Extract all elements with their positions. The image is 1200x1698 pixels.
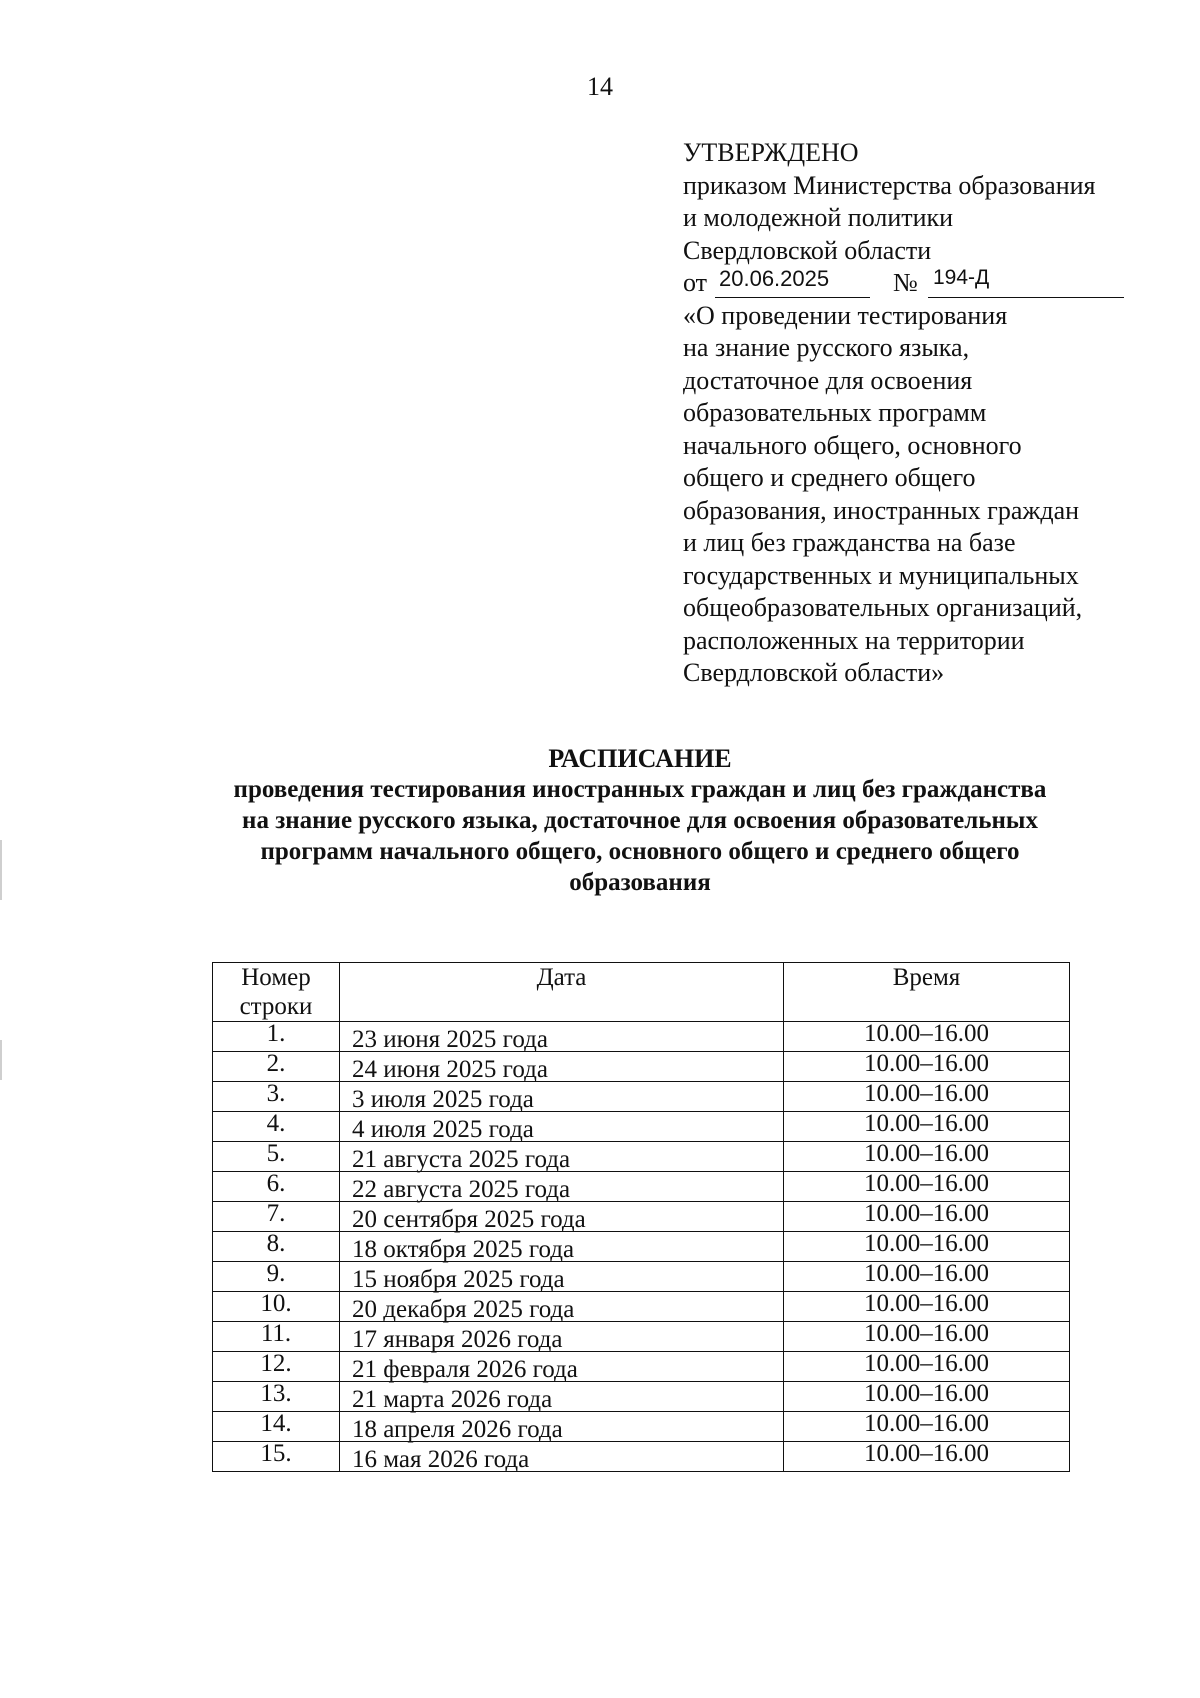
- row-time-cell: [784, 1022, 1070, 1052]
- scan-edge-mark: [0, 840, 2, 900]
- order-date: 20.06.2025: [719, 266, 830, 291]
- order-title-line: образования, иностранных граждан: [683, 495, 1080, 525]
- row-time-cell: [784, 1412, 1070, 1442]
- table-row: [213, 1142, 1070, 1172]
- row-number-cell-text: 7.: [266, 1200, 286, 1227]
- order-title-line: «О проведении тестирования: [683, 300, 1008, 330]
- row-number-cell-text: 15.: [260, 1440, 292, 1467]
- row-date-cell-text: 17 января 2026 года: [352, 1326, 563, 1353]
- schedule-subtitle-line: на знание русского языка, достаточное для освоения образовательных: [242, 807, 1038, 834]
- row-time-cell-text: 10.00–16.00: [864, 1350, 989, 1377]
- row-date-cell-text: 21 февраля 2026 года: [352, 1356, 578, 1383]
- order-title-line: Свердловской области»: [683, 658, 945, 687]
- column-header-date: Дата: [340, 963, 784, 1022]
- row-number-cell-text: 8.: [266, 1230, 286, 1257]
- table-row: [213, 1262, 1070, 1292]
- row-time-cell: [784, 1142, 1070, 1172]
- row-number-cell: [213, 1112, 340, 1142]
- row-number-cell: [213, 1052, 340, 1082]
- order-title-line: начального общего, основного: [683, 430, 1022, 460]
- order-title-line: на знание русского языка,: [683, 333, 970, 362]
- approval-line: приказом Министерства образования: [683, 170, 1096, 200]
- row-date-cell: [340, 1022, 784, 1052]
- row-date-cell-text: 15 ноября 2025 года: [352, 1266, 565, 1293]
- table-row: [213, 1412, 1070, 1442]
- row-date-cell-text: 24 июня 2025 года: [352, 1056, 548, 1083]
- row-time-cell: [784, 1352, 1070, 1382]
- row-number-cell: [213, 1442, 340, 1472]
- schedule-heading: [150, 743, 1130, 898]
- row-date-cell-text: 21 августа 2025 года: [352, 1146, 571, 1173]
- order-title-line: расположенных на территории: [683, 625, 1025, 655]
- table-row: [213, 1322, 1070, 1352]
- order-title-line: общего и среднего общего: [683, 463, 976, 492]
- row-time-cell-text: 10.00–16.00: [864, 1200, 989, 1227]
- row-number-cell: [213, 1292, 340, 1322]
- table-row: [213, 1232, 1070, 1262]
- ot-label: от: [683, 268, 708, 297]
- row-number-cell: [213, 1382, 340, 1412]
- row-date-cell-text: 4 июля 2025 года: [352, 1116, 534, 1143]
- row-time-cell: [784, 1322, 1070, 1352]
- table-row: [213, 1052, 1070, 1082]
- row-date-cell-text: 20 декабря 2025 года: [352, 1296, 575, 1323]
- row-number-cell-text: 5.: [266, 1140, 286, 1167]
- row-date-cell-text: 18 апреля 2026 года: [352, 1416, 563, 1443]
- order-title-line: и лиц без гражданства на базе: [683, 528, 1016, 557]
- row-number-cell-text: 3.: [266, 1080, 286, 1107]
- row-time-cell-text: 10.00–16.00: [864, 1260, 989, 1287]
- row-number-cell: [213, 1202, 340, 1232]
- table-row: [213, 1352, 1070, 1382]
- row-time-cell-text: 10.00–16.00: [864, 1110, 989, 1137]
- row-number-cell-text: 11.: [260, 1320, 292, 1347]
- row-date-cell: [340, 1382, 784, 1412]
- row-date-cell: [340, 1442, 784, 1472]
- row-date-cell: [340, 1262, 784, 1292]
- table-header-row: [213, 963, 1070, 1022]
- row-number-cell: [213, 1232, 340, 1262]
- order-title-line: образовательных программ: [683, 398, 987, 427]
- row-time-cell: [784, 1112, 1070, 1142]
- schedule-subtitle-line: программ начального общего, основного общего и среднего общего: [260, 838, 1020, 865]
- table-row: [213, 1202, 1070, 1232]
- schedule-subtitle-line: образования: [569, 869, 711, 896]
- column-header-number: Номер строки: [213, 963, 340, 1022]
- row-time-cell: [784, 1082, 1070, 1112]
- approval-line: и молодежной политики: [683, 203, 954, 232]
- row-number-cell: [213, 1082, 340, 1112]
- row-time-cell: [784, 1202, 1070, 1232]
- row-number-cell: [213, 1322, 340, 1352]
- order-title-line: общеобразовательных организаций,: [683, 593, 1083, 622]
- row-date-cell-text: 20 сентября 2025 года: [352, 1206, 586, 1233]
- row-date-cell: [340, 1412, 784, 1442]
- row-time-cell-text: 10.00–16.00: [864, 1020, 989, 1047]
- table-row: [213, 1292, 1070, 1322]
- row-time-cell: [784, 1052, 1070, 1082]
- table-row: [213, 1172, 1070, 1202]
- row-time-cell-text: 10.00–16.00: [864, 1410, 989, 1437]
- order-title-line: государственных и муниципальных: [683, 560, 1079, 590]
- approval-stamp: УТВЕРЖДЕНО: [683, 138, 859, 167]
- row-date-cell: [340, 1292, 784, 1322]
- schedule-table: [212, 962, 1070, 1472]
- row-time-cell: [784, 1232, 1070, 1262]
- row-date-cell: [340, 1052, 784, 1082]
- row-time-cell: [784, 1172, 1070, 1202]
- row-date-cell: [340, 1352, 784, 1382]
- row-date-cell-text: 18 октября 2025 года: [352, 1236, 575, 1263]
- column-header-time: Время: [784, 963, 1070, 1022]
- row-number-cell-text: 12.: [260, 1350, 292, 1377]
- row-number-cell: [213, 1172, 340, 1202]
- schedule-table-body: [213, 1022, 1070, 1472]
- page-number: 14: [587, 72, 613, 101]
- row-time-cell: [784, 1262, 1070, 1292]
- row-date-cell: [340, 1112, 784, 1142]
- row-time-cell-text: 10.00–16.00: [864, 1050, 989, 1077]
- approval-block: [683, 137, 1143, 690]
- approval-line: Свердловской области: [683, 235, 932, 265]
- row-number-cell: [213, 1022, 340, 1052]
- number-sign: №: [893, 268, 918, 297]
- row-date-cell-text: 16 мая 2026 года: [352, 1446, 530, 1473]
- row-date-cell: [340, 1142, 784, 1172]
- row-number-cell-text: 14.: [260, 1410, 292, 1437]
- row-time-cell-text: 10.00–16.00: [864, 1290, 989, 1317]
- row-number-cell: [213, 1262, 340, 1292]
- row-time-cell-text: 10.00–16.00: [864, 1170, 989, 1197]
- row-date-cell-text: 3 июля 2025 года: [352, 1086, 534, 1113]
- row-time-cell-text: 10.00–16.00: [864, 1320, 989, 1347]
- order-title-line: достаточное для освоения: [683, 365, 973, 395]
- row-date-cell-text: 23 июня 2025 года: [352, 1026, 548, 1053]
- row-number-cell: [213, 1142, 340, 1172]
- row-date-cell: [340, 1172, 784, 1202]
- row-time-cell-text: 10.00–16.00: [864, 1230, 989, 1257]
- table-row: [213, 1082, 1070, 1112]
- row-time-cell: [784, 1442, 1070, 1472]
- row-time-cell-text: 10.00–16.00: [864, 1440, 989, 1467]
- scan-edge-mark: [0, 1040, 2, 1080]
- row-date-cell: [340, 1322, 784, 1352]
- row-time-cell: [784, 1382, 1070, 1412]
- order-date-number-line: [683, 267, 1143, 300]
- row-number-cell-text: 13.: [260, 1380, 292, 1407]
- row-time-cell: [784, 1292, 1070, 1322]
- row-date-cell: [340, 1202, 784, 1232]
- row-number-cell-text: 6.: [266, 1170, 286, 1197]
- table-row: [213, 1112, 1070, 1142]
- table-row: [213, 1442, 1070, 1472]
- schedule-title: РАСПИСАНИЕ: [548, 744, 732, 773]
- row-time-cell-text: 10.00–16.00: [864, 1080, 989, 1107]
- row-time-cell-text: 10.00–16.00: [864, 1380, 989, 1407]
- row-number-cell: [213, 1352, 340, 1382]
- row-number-cell: [213, 1412, 340, 1442]
- row-number-cell-text: 10.: [260, 1290, 292, 1317]
- order-number: 194-Д: [933, 266, 990, 289]
- row-date-cell: [340, 1082, 784, 1112]
- table-row: [213, 1382, 1070, 1412]
- schedule-subtitle-line: проведения тестирования иностранных граждан и лиц без гражданства: [233, 776, 1047, 803]
- row-date-cell-text: 22 августа 2025 года: [352, 1176, 571, 1203]
- row-time-cell-text: 10.00–16.00: [864, 1140, 989, 1167]
- row-number-cell-text: 9.: [266, 1260, 286, 1287]
- row-number-cell-text: 1.: [266, 1020, 286, 1047]
- row-date-cell-text: 21 марта 2026 года: [352, 1386, 553, 1413]
- row-number-cell-text: 4.: [266, 1110, 286, 1137]
- row-date-cell: [340, 1232, 784, 1262]
- row-number-cell-text: 2.: [266, 1050, 286, 1077]
- table-row: [213, 1022, 1070, 1052]
